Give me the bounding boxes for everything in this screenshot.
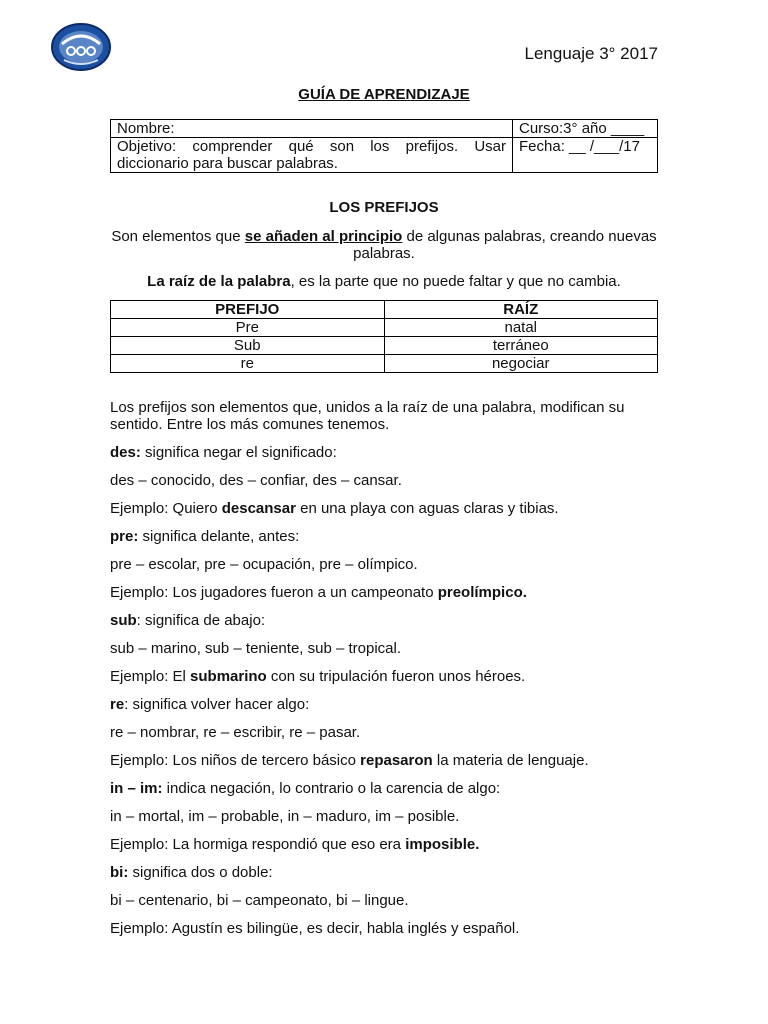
table-row [111, 319, 658, 337]
prefix-examples: re – nombrar, re – escribir, re – pasar. [110, 724, 361, 741]
prefix-definition [110, 864, 658, 881]
section-title: LOS PREFIJOS [329, 199, 439, 216]
example-text: Ejemplo: Quiero [110, 500, 222, 517]
example-word: descansar [221, 500, 296, 517]
example-sentence [110, 668, 658, 685]
root-cell: natal [384, 319, 658, 337]
prefix-examples: pre – escolar, pre – ocupación, pre – olímpico. [110, 556, 418, 573]
root-cell: terráneo [384, 337, 658, 355]
table-row [111, 355, 658, 373]
intro-text-end: de algunas palabras, creando nuevas palabras. [353, 228, 657, 262]
prefix-examples: sub – marino, sub – teniente, sub – tropical. [110, 640, 402, 657]
prefix-term: sub [110, 612, 137, 629]
example-word: submarino [190, 668, 267, 685]
root-cell: negociar [384, 355, 658, 373]
prefix-examples: des – conocido, des – confiar, des – cansar. [110, 472, 402, 489]
prefix-table [110, 300, 658, 373]
prefix-header: PREFIJO [111, 301, 385, 319]
prefix-term: bi: [110, 864, 129, 881]
example-word: preolímpico. [437, 584, 527, 601]
example-word: repasaron [360, 752, 433, 769]
body-content [110, 399, 658, 948]
date-field: Fecha: __ /___/17 [513, 138, 658, 173]
intro-paragraph [110, 228, 658, 262]
prefix-meaning: significa dos o doble: [128, 864, 273, 881]
example-sentence [110, 752, 658, 769]
objective-field: Objetivo: comprender qué son los prefijos. Usar diccionario para buscar palabras. [111, 138, 513, 173]
example-text-end: en una playa con aguas claras y tibias. [295, 500, 559, 517]
example-sentence [110, 500, 658, 517]
root-text: , es la parte que no puede faltar y que no cambia. [290, 273, 621, 290]
prefix-term: re [110, 696, 125, 713]
prefix-cell: re [111, 355, 385, 373]
example-sentence [110, 920, 658, 937]
table-row [111, 337, 658, 355]
root-definition [110, 273, 658, 290]
prefix-cell: Pre [111, 319, 385, 337]
page-title: GUÍA DE APRENDIZAJE [298, 86, 470, 103]
prefix-definition [110, 780, 658, 797]
subject-header: Lenguaje 3° 2017 [524, 44, 658, 63]
intro-emphasis: se añaden al principio [244, 228, 403, 245]
example-text: Ejemplo: El [110, 668, 191, 685]
example-text: Ejemplo: La hormiga respondió que eso era [110, 836, 406, 853]
prefix-examples: bi – centenario, bi – campeonato, bi – lingue. [110, 892, 409, 909]
example-sentence [110, 836, 658, 853]
prefix-definition [110, 528, 658, 545]
prefix-term: in – im: [110, 780, 163, 797]
root-term: La raíz de la palabra [147, 273, 291, 290]
example-text: Ejemplo: Los jugadores fueron a un campeonato [110, 584, 438, 601]
example-text: Ejemplo: Agustín es bilingüe, es decir, habla inglés y español. [110, 920, 520, 937]
prefix-meaning: significa negar el significado: [140, 444, 337, 461]
prefix-cell: Sub [111, 337, 385, 355]
school-logo [50, 22, 112, 72]
example-text: Ejemplo: Los niños de tercero básico [110, 752, 361, 769]
example-word: imposible. [405, 836, 480, 853]
prefix-definition [110, 696, 658, 713]
example-text-end: con su tripulación fueron unos héroes. [266, 668, 526, 685]
prefix-term: pre: [110, 528, 139, 545]
example-text-end: la materia de lenguaje. [432, 752, 589, 769]
root-header: RAÍZ [384, 301, 658, 319]
prefix-definition [110, 612, 658, 629]
prefix-meaning: : significa volver hacer algo: [124, 696, 310, 713]
prefix-meaning: indica negación, lo contrario o la carencia de algo: [162, 780, 501, 797]
prefix-meaning: : significa de abajo: [136, 612, 266, 629]
prefix-term: des: [110, 444, 141, 461]
intro-text: Son elementos que [111, 228, 245, 245]
body-intro: Los prefijos son elementos que, unidos a la raíz de una palabra, modifican su sentido. Entre los más comunes tenemos. [110, 399, 625, 433]
prefix-examples: in – mortal, im – probable, in – maduro, im – posible. [110, 808, 460, 825]
name-field: Nombre: [111, 120, 513, 138]
course-field: Curso:3° año ____ [513, 120, 658, 138]
prefix-definition [110, 444, 658, 461]
prefix-meaning: significa delante, antes: [138, 528, 300, 545]
info-table [110, 119, 658, 173]
example-sentence [110, 584, 658, 601]
